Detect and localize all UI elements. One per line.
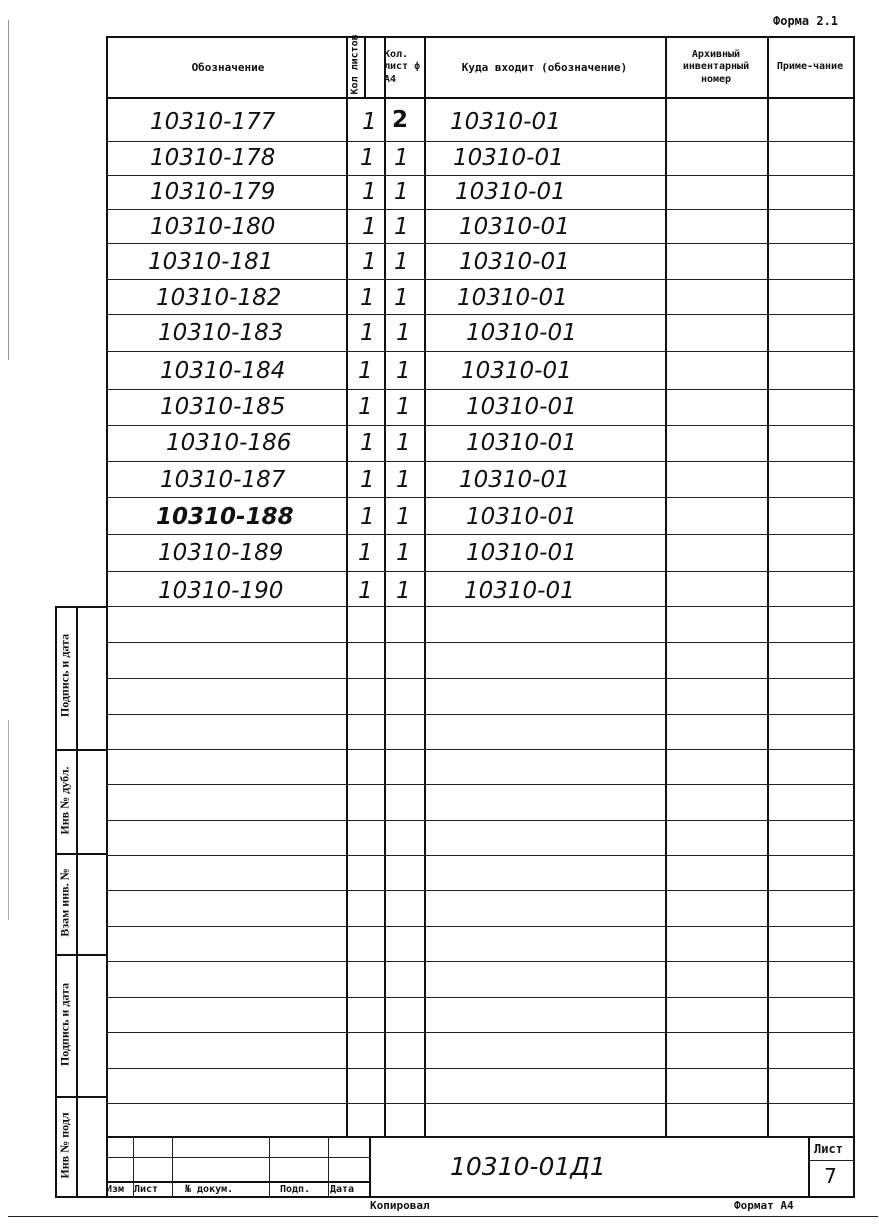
cell-where: 10310-01 xyxy=(466,320,577,346)
cell-where: 10310-01 xyxy=(459,214,570,240)
cell-designation: 10310-177 xyxy=(150,109,276,135)
cell-a4: 1 xyxy=(394,285,409,311)
cell-a4: 1 xyxy=(394,179,409,205)
tb-izm: Изм xyxy=(106,1184,125,1195)
cell-sheets: 1 xyxy=(360,285,375,311)
cell-sheets: 1 xyxy=(360,504,375,530)
cell-a4: 2 xyxy=(392,107,409,133)
tb-sign: Подп. xyxy=(280,1184,311,1195)
cell-designation: 10310-187 xyxy=(160,467,286,493)
cell-a4: 1 xyxy=(396,504,411,530)
cell-a4: 1 xyxy=(394,214,409,240)
tb-sheet-label: Лист xyxy=(814,1142,843,1156)
cell-sheets: 1 xyxy=(358,358,373,384)
cell-sheets: 1 xyxy=(360,467,375,493)
cell-where: 10310-01 xyxy=(466,504,577,530)
side-replace-inv: Взам инв. № xyxy=(57,868,72,937)
cell-designation: 10310-179 xyxy=(150,179,276,205)
cell-designation: 10310-182 xyxy=(156,285,282,311)
cell-where: 10310-01 xyxy=(459,467,570,493)
cell-sheets: 1 xyxy=(358,394,373,420)
tb-doc-no: № докум. xyxy=(185,1184,234,1195)
cell-designation: 10310-180 xyxy=(150,214,276,240)
cell-sheets: 1 xyxy=(362,109,377,135)
cell-where: 10310-01 xyxy=(466,430,577,456)
footer-format: Формат A4 xyxy=(734,1199,794,1212)
header-note: Приме-чание xyxy=(776,61,844,73)
cell-a4: 1 xyxy=(396,430,411,456)
cell-designation: 10310-186 xyxy=(166,430,292,456)
cell-where: 10310-01 xyxy=(461,358,572,384)
cell-designation: 10310-178 xyxy=(150,145,276,171)
cell-sheets: 1 xyxy=(358,578,373,604)
cell-designation: 10310-189 xyxy=(158,540,284,566)
header-archive-no: Архивный инвентарный номер xyxy=(682,48,750,85)
cell-designation: 10310-183 xyxy=(158,320,284,346)
side-sign-date-2: Подпись и дата xyxy=(57,982,72,1067)
cell-where: 10310-01 xyxy=(450,109,561,135)
cell-designation: 10310-188 xyxy=(156,504,294,530)
side-sign-date-1: Подпись и дата xyxy=(57,633,72,718)
header-sheet-count: Кол листов xyxy=(349,34,361,95)
cell-a4: 1 xyxy=(396,467,411,493)
cell-where: 10310-01 xyxy=(455,179,566,205)
cell-where: 10310-01 xyxy=(466,394,577,420)
tb-list: Лист xyxy=(134,1184,159,1195)
cell-designation: 10310-184 xyxy=(160,358,286,384)
header-a4-count: Кол. лист ф А4 xyxy=(384,48,421,85)
cell-sheets: 1 xyxy=(358,540,373,566)
side-inv-orig: Инв № подл xyxy=(57,1112,72,1179)
cell-a4: 1 xyxy=(396,358,411,384)
cell-a4: 1 xyxy=(396,394,411,420)
cell-designation: 10310-185 xyxy=(160,394,286,420)
cell-sheets: 1 xyxy=(360,320,375,346)
document-code: 10310-01Д1 xyxy=(450,1152,606,1181)
side-inv-dup: Инв № дубл. xyxy=(57,766,72,835)
cell-designation: 10310-190 xyxy=(158,578,284,604)
sheet-number: 7 xyxy=(824,1164,837,1188)
cell-a4: 1 xyxy=(396,578,411,604)
form-label: Форма 2.1 xyxy=(773,14,839,28)
cell-designation: 10310-181 xyxy=(148,249,274,275)
header-designation: Обозначение xyxy=(191,60,265,74)
cell-a4: 1 xyxy=(394,145,409,171)
cell-sheets: 1 xyxy=(362,249,377,275)
cell-a4: 1 xyxy=(394,249,409,275)
cell-sheets: 1 xyxy=(362,179,377,205)
cell-where: 10310-01 xyxy=(466,540,577,566)
cell-where: 10310-01 xyxy=(453,145,564,171)
cell-where: 10310-01 xyxy=(464,578,575,604)
cell-sheets: 1 xyxy=(360,145,375,171)
cell-a4: 1 xyxy=(396,320,411,346)
tb-date: Дата xyxy=(330,1184,355,1195)
cell-sheets: 1 xyxy=(360,430,375,456)
footer-copied: Копировал xyxy=(370,1199,430,1212)
cell-where: 10310-01 xyxy=(459,249,570,275)
cell-sheets: 1 xyxy=(362,214,377,240)
cell-a4: 1 xyxy=(396,540,411,566)
header-where-used: Куда входит (обозначение) xyxy=(461,60,628,74)
cell-where: 10310-01 xyxy=(457,285,568,311)
